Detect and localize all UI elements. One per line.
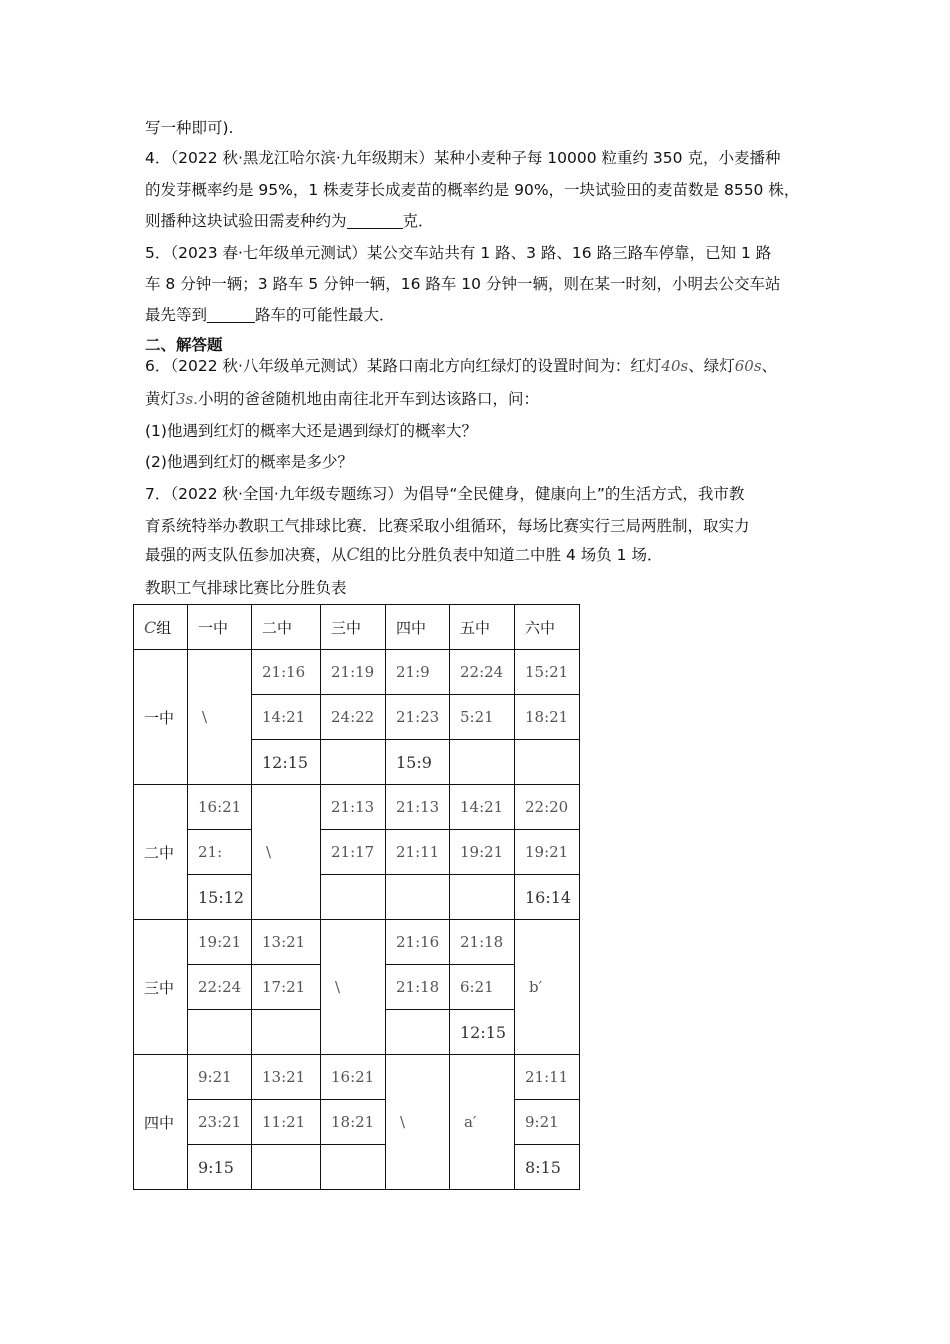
row-header: 一中 xyxy=(134,650,188,785)
score-cell: 16:21 xyxy=(188,785,252,830)
question-6-part-1: (1)他遇到红灯的概率大还是遇到绿灯的概率大？ xyxy=(145,422,477,440)
score-cell: 21:11 xyxy=(386,830,450,875)
score-cell: 12:15 xyxy=(450,1010,515,1055)
score-cell: 11:21 xyxy=(252,1100,321,1145)
score-cell: 14:21 xyxy=(252,695,321,740)
q6-red-time: 40s xyxy=(661,357,689,375)
score-cell: 16:14 xyxy=(515,875,580,920)
q5-text-end: 路车的可能性最大． xyxy=(255,306,395,324)
table-row xyxy=(134,650,580,695)
score-cell: 19:21 xyxy=(450,830,515,875)
score-cell: 21:19 xyxy=(321,650,386,695)
score-cell xyxy=(450,875,515,920)
score-cell: 21:13 xyxy=(386,785,450,830)
section-heading: 二、解答题 xyxy=(145,336,223,354)
score-cell: 21: xyxy=(188,830,252,875)
question-6-line-2 xyxy=(145,389,539,409)
column-header: 五中 xyxy=(450,605,515,650)
q7-text: 最强的两支队伍参加决赛，从 xyxy=(145,546,347,564)
q7-text-end: 组的比分胜负表中知道二中胜 4 场负 1 场． xyxy=(359,546,663,564)
score-cell: 21:16 xyxy=(386,920,450,965)
table-header-row xyxy=(134,605,580,650)
score-cell-merged: \ xyxy=(252,785,321,920)
score-cell-merged: \ xyxy=(321,920,386,1055)
question-6-line-1 xyxy=(145,356,777,376)
q4-answer-blank[interactable] xyxy=(347,212,403,229)
score-cell: 9:21 xyxy=(515,1100,580,1145)
score-cell: 21:18 xyxy=(450,920,515,965)
score-cell xyxy=(252,1145,321,1190)
q5-text: 最先等到 xyxy=(145,306,208,324)
question-4-line-2: 的发芽概率约是 95%，1 株麦芽长成麦苗的概率约是 90%，一块试验田的麦苗数是 8550 株， xyxy=(145,181,800,199)
score-cell: 15:21 xyxy=(515,650,580,695)
score-cell xyxy=(515,740,580,785)
question-5-line-2: 车 8 分钟一辆；3 路车 5 分钟一辆，16 路车 10 分钟一辆，则在某一时刻，小明去公交车站 xyxy=(145,275,781,293)
score-table xyxy=(133,604,580,1190)
table-title: 教职工气排球比赛比分胜负表 xyxy=(145,579,347,597)
row-header: 四中 xyxy=(134,1055,188,1190)
score-cell xyxy=(188,1010,252,1055)
score-cell: 19:21 xyxy=(515,830,580,875)
score-cell xyxy=(321,875,386,920)
table-row xyxy=(134,1055,580,1100)
question-5-line-3 xyxy=(145,305,395,325)
question-5-line-1: 5．（2023 春·七年级单元测试）某公交车站共有 1 路、3 路、16 路三路车停靠，已知 1 路 xyxy=(145,244,772,262)
column-header: 四中 xyxy=(386,605,450,650)
score-cell: 14:21 xyxy=(450,785,515,830)
column-header: 三中 xyxy=(321,605,386,650)
q6-yellow-time: 3s. xyxy=(176,390,199,408)
row-header: 三中 xyxy=(134,920,188,1055)
score-cell: 21:18 xyxy=(386,965,450,1010)
score-cell xyxy=(450,740,515,785)
score-cell: 12:15 xyxy=(252,740,321,785)
score-cell: 21:17 xyxy=(321,830,386,875)
row-header: 二中 xyxy=(134,785,188,920)
q4-text-end: 克． xyxy=(402,212,434,230)
score-cell: 22:24 xyxy=(450,650,515,695)
score-cell-merged: a′ xyxy=(450,1055,515,1190)
score-cell: 21:23 xyxy=(386,695,450,740)
score-cell: 15:9 xyxy=(386,740,450,785)
score-cell xyxy=(252,1010,321,1055)
q6-text-2: 黄灯 xyxy=(145,390,177,408)
corner-group-label: 组 xyxy=(156,618,172,637)
table-corner-cell xyxy=(134,605,188,650)
question-7-line-2: 育系统特举办教职工气排球比赛．比赛采取小组循环，每场比赛实行三局两胜制，取实力 xyxy=(145,517,750,535)
q6-text-mid: 、绿灯 xyxy=(688,357,735,375)
q7-group-c: C xyxy=(346,545,360,565)
score-cell: 22:20 xyxy=(515,785,580,830)
score-cell: 5:21 xyxy=(450,695,515,740)
table-row xyxy=(134,785,580,830)
score-cell xyxy=(386,875,450,920)
score-cell: 22:24 xyxy=(188,965,252,1010)
line-q3-end: 写一种即可). xyxy=(145,119,234,137)
score-cell xyxy=(321,740,386,785)
score-cell-merged: \ xyxy=(386,1055,450,1190)
q4-text: 则播种这块试验田需麦种约为 xyxy=(145,212,347,230)
score-cell: 15:12 xyxy=(188,875,252,920)
q5-answer-blank[interactable] xyxy=(207,306,255,323)
score-cell: 13:21 xyxy=(252,1055,321,1100)
question-4-line-1: 4．（2022 秋·黑龙江哈尔滨·九年级期末）某种小麦种子每 10000 粒重约 350 克，小麦播种 xyxy=(145,149,781,167)
score-cell xyxy=(386,1010,450,1055)
score-cell: 6:21 xyxy=(450,965,515,1010)
score-cell: 18:21 xyxy=(515,695,580,740)
score-cell: 23:21 xyxy=(188,1100,252,1145)
score-cell-merged: b′ xyxy=(515,920,580,1055)
score-cell: 8:15 xyxy=(515,1145,580,1190)
score-cell: 17:21 xyxy=(252,965,321,1010)
score-cell: 9:15 xyxy=(188,1145,252,1190)
q6-text-end: 、 xyxy=(761,357,778,375)
question-4-line-3 xyxy=(145,211,434,231)
table-row xyxy=(134,920,580,965)
q6-text-2-end: 小明的爸爸随机地由南往北开车到达该路口，问： xyxy=(198,390,540,408)
score-cell: 16:21 xyxy=(321,1055,386,1100)
score-cell: 24:22 xyxy=(321,695,386,740)
score-cell: 13:21 xyxy=(252,920,321,965)
q6-text: 6．（2022 秋·八年级单元测试）某路口南北方向红绿灯的设置时间为：红灯 xyxy=(145,357,662,375)
question-7-line-1: 7．（2022 秋·全国·九年级专题练习）为倡导“全民健身，健康向上”的生活方式，我市教 xyxy=(145,485,745,503)
corner-group-letter: C xyxy=(144,617,157,637)
score-cell: 21:11 xyxy=(515,1055,580,1100)
score-cell: 9:21 xyxy=(188,1055,252,1100)
score-cell-merged: \ xyxy=(188,650,252,785)
column-header: 六中 xyxy=(515,605,580,650)
column-header: 一中 xyxy=(188,605,252,650)
score-cell: 21:9 xyxy=(386,650,450,695)
score-cell: 21:16 xyxy=(252,650,321,695)
score-cell: 19:21 xyxy=(188,920,252,965)
score-cell xyxy=(321,1145,386,1190)
question-7-line-3 xyxy=(145,545,662,565)
table-row xyxy=(134,830,580,875)
column-header: 二中 xyxy=(252,605,321,650)
score-cell: 21:13 xyxy=(321,785,386,830)
table-row xyxy=(134,875,580,920)
question-6-part-2: (2)他遇到红灯的概率是多少？ xyxy=(145,453,353,471)
score-cell: 18:21 xyxy=(321,1100,386,1145)
q6-green-time: 60s xyxy=(734,357,762,375)
